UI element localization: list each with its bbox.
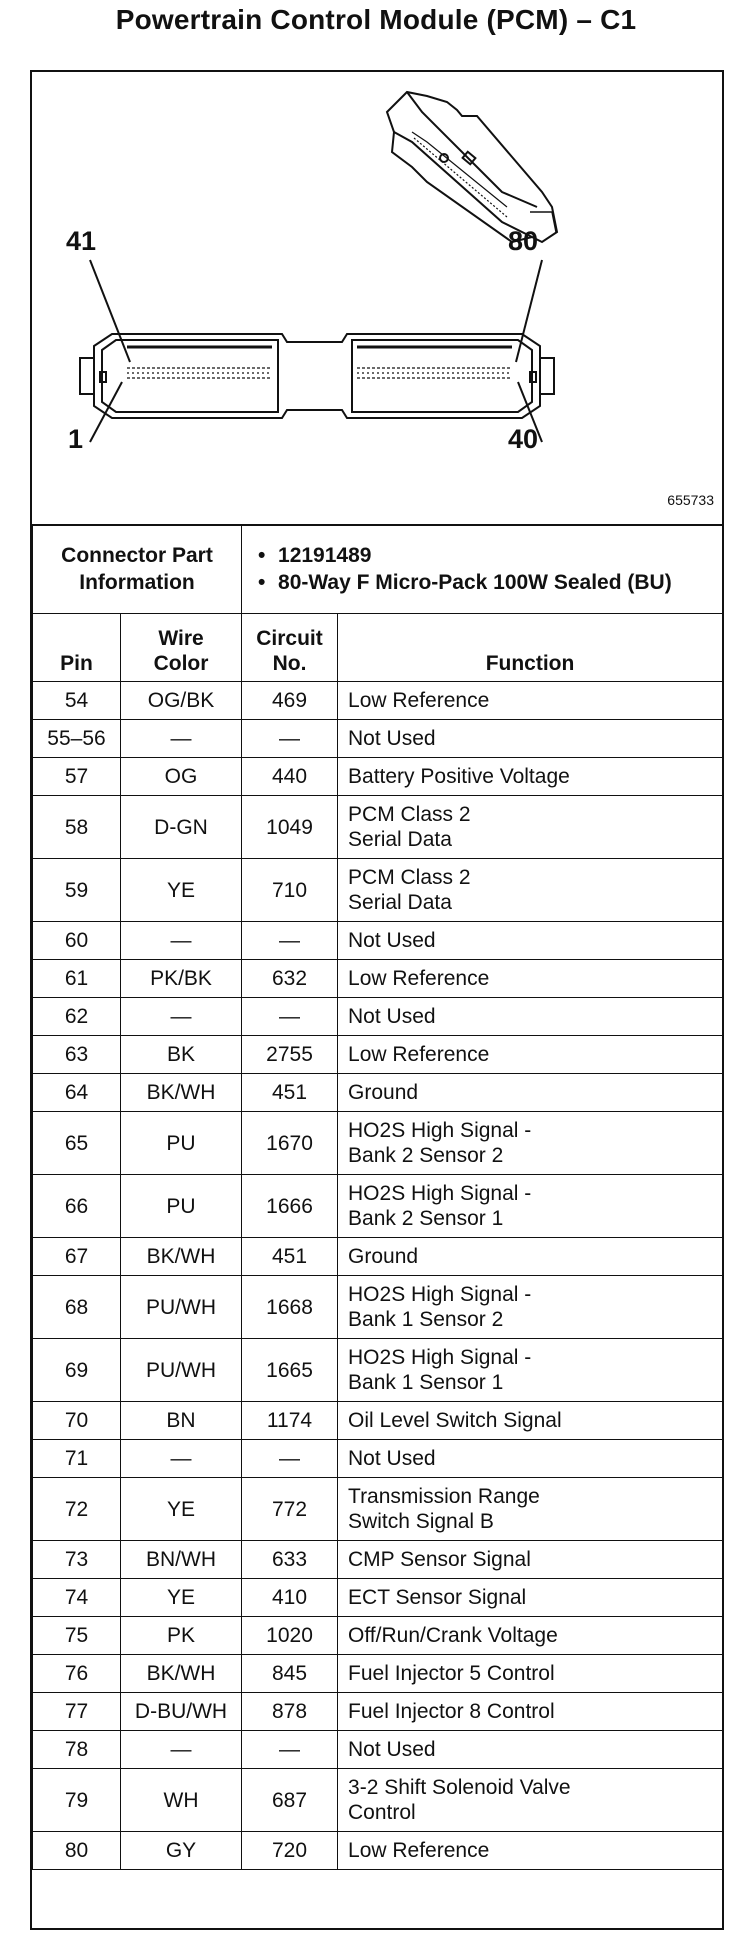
function-text: Oil Level Switch Signal: [348, 1409, 562, 1432]
function-text: Low Reference: [348, 1839, 490, 1862]
table-row: [33, 960, 723, 998]
function-cell: [338, 720, 723, 758]
function-text: Low Reference: [348, 967, 490, 990]
table-body: [33, 682, 723, 1870]
table-header-row: [33, 614, 723, 682]
wire-color-cell: BK/WH: [121, 1074, 242, 1112]
function-text: Not Used: [348, 1738, 436, 1761]
function-cell: [338, 1402, 723, 1440]
table-row: [33, 998, 723, 1036]
connector-diagram: [32, 72, 722, 526]
wire-color-cell: —: [121, 922, 242, 960]
pin-cell: 79: [33, 1769, 121, 1832]
circuit-cell: 469: [242, 682, 338, 720]
pin-cell: 58: [33, 796, 121, 859]
table-row: [33, 1402, 723, 1440]
pin-cell: 68: [33, 1276, 121, 1339]
function-text: ECT Sensor Signal: [348, 1586, 527, 1609]
connector-info-list: [242, 525, 723, 614]
pin-cell: 55–56: [33, 720, 121, 758]
pin-cell: 60: [33, 922, 121, 960]
circuit-cell: 410: [242, 1579, 338, 1617]
wire-color-cell: YE: [121, 859, 242, 922]
wire-color-cell: YE: [121, 1478, 242, 1541]
table-row: [33, 922, 723, 960]
wire-color-cell: BK/WH: [121, 1238, 242, 1276]
function-text: Low Reference: [348, 1043, 490, 1066]
table-row: [33, 1036, 723, 1074]
function-text: HO2S High Signal -: [348, 1182, 532, 1205]
pinout-table: [32, 524, 723, 1870]
circuit-cell: 440: [242, 758, 338, 796]
wire-color-cell: PK: [121, 1617, 242, 1655]
function-text: Low Reference: [348, 689, 490, 712]
wire-color-cell: BN/WH: [121, 1541, 242, 1579]
pin-cell: 72: [33, 1478, 121, 1541]
function-text: PCM Class 2: [348, 803, 471, 826]
wire-color-cell: PU/WH: [121, 1339, 242, 1402]
function-cell: [338, 1541, 723, 1579]
function-text-line2: Bank 2 Sensor 2: [348, 1144, 504, 1167]
wire-color-cell: PU: [121, 1175, 242, 1238]
table-row: [33, 1617, 723, 1655]
function-text-line2: Serial Data: [348, 891, 452, 914]
header-wire-color: Wire Color: [121, 614, 242, 682]
circuit-cell: 451: [242, 1074, 338, 1112]
circuit-cell: 772: [242, 1478, 338, 1541]
wire-color-cell: PU/WH: [121, 1276, 242, 1339]
table-row: [33, 1339, 723, 1402]
pin-cell: 74: [33, 1579, 121, 1617]
connector-face-icon: [80, 260, 554, 442]
circuit-cell: 1665: [242, 1339, 338, 1402]
function-text: CMP Sensor Signal: [348, 1548, 531, 1571]
wire-color-cell: OG: [121, 758, 242, 796]
circuit-cell: 878: [242, 1693, 338, 1731]
wire-color-cell: OG/BK: [121, 682, 242, 720]
table-row: [33, 1579, 723, 1617]
pin-cell: 76: [33, 1655, 121, 1693]
function-text: Fuel Injector 8 Control: [348, 1700, 555, 1723]
table-row: [33, 1238, 723, 1276]
function-cell: [338, 1276, 723, 1339]
pin-cell: 70: [33, 1402, 121, 1440]
function-text: Not Used: [348, 727, 436, 750]
table-row: [33, 796, 723, 859]
circuit-cell: 710: [242, 859, 338, 922]
pin-cell: 73: [33, 1541, 121, 1579]
table-row: [33, 1074, 723, 1112]
wire-color-cell: —: [121, 720, 242, 758]
pin-label-1: 1: [68, 424, 84, 454]
header-circuit-no: Circuit No.: [242, 614, 338, 682]
function-cell: [338, 1478, 723, 1541]
wire-color-cell: —: [121, 998, 242, 1036]
wire-color-cell: BK/WH: [121, 1655, 242, 1693]
function-text-line2: Bank 2 Sensor 1: [348, 1207, 504, 1230]
circuit-cell: 1174: [242, 1402, 338, 1440]
pin-cell: 77: [33, 1693, 121, 1731]
function-text: PCM Class 2: [348, 866, 471, 889]
table-row: [33, 1541, 723, 1579]
pin-cell: 63: [33, 1036, 121, 1074]
connector-info-item: • 80-Way F Micro-Pack 100W Sealed (BU): [256, 569, 708, 596]
circuit-cell: 1668: [242, 1276, 338, 1339]
table-row: [33, 1478, 723, 1541]
connector-body-icon: [387, 92, 557, 242]
pin-cell: 67: [33, 1238, 121, 1276]
pin-cell: 69: [33, 1339, 121, 1402]
function-cell: [338, 1769, 723, 1832]
function-text: Off/Run/Crank Voltage: [348, 1624, 558, 1647]
function-text: Transmission Range: [348, 1485, 540, 1508]
connector-info-item: • 12191489: [256, 542, 708, 569]
circuit-cell: 633: [242, 1541, 338, 1579]
wire-color-cell: PU: [121, 1112, 242, 1175]
function-text: Fuel Injector 5 Control: [348, 1662, 555, 1685]
function-cell: [338, 922, 723, 960]
wire-color-cell: —: [121, 1731, 242, 1769]
function-cell: [338, 960, 723, 998]
function-cell: [338, 682, 723, 720]
table-row: [33, 682, 723, 720]
function-cell: [338, 1731, 723, 1769]
function-text: Not Used: [348, 1005, 436, 1028]
table-row: [33, 758, 723, 796]
connector-info-row: [33, 525, 723, 614]
wire-color-cell: D-BU/WH: [121, 1693, 242, 1731]
function-text: Ground: [348, 1081, 419, 1104]
circuit-cell: 1670: [242, 1112, 338, 1175]
pin-cell: 80: [33, 1832, 121, 1870]
circuit-cell: —: [242, 1440, 338, 1478]
pin-cell: 59: [33, 859, 121, 922]
pin-cell: 64: [33, 1074, 121, 1112]
circuit-cell: —: [242, 720, 338, 758]
circuit-cell: 1049: [242, 796, 338, 859]
table-row: [33, 1440, 723, 1478]
function-text-line2: Bank 1 Sensor 2: [348, 1308, 504, 1331]
function-cell: [338, 1074, 723, 1112]
table-row: [33, 1655, 723, 1693]
function-cell: [338, 1238, 723, 1276]
circuit-cell: 1666: [242, 1175, 338, 1238]
wire-color-cell: WH: [121, 1769, 242, 1832]
table-row: [33, 1832, 723, 1870]
function-text: 3-2 Shift Solenoid Valve: [348, 1776, 571, 1799]
function-cell: [338, 1339, 723, 1402]
table-row: [33, 1276, 723, 1339]
circuit-cell: 632: [242, 960, 338, 998]
pin-cell: 78: [33, 1731, 121, 1769]
function-cell: [338, 796, 723, 859]
circuit-cell: 720: [242, 1832, 338, 1870]
function-text: Battery Positive Voltage: [348, 765, 570, 788]
table-row: [33, 1731, 723, 1769]
function-cell: [338, 1175, 723, 1238]
connector-sheet: [30, 70, 724, 1930]
table-row: [33, 1693, 723, 1731]
circuit-cell: 1020: [242, 1617, 338, 1655]
circuit-cell: —: [242, 1731, 338, 1769]
pin-cell: 54: [33, 682, 121, 720]
wire-color-cell: BK: [121, 1036, 242, 1074]
function-cell: [338, 1832, 723, 1870]
function-cell: [338, 758, 723, 796]
pin-cell: 71: [33, 1440, 121, 1478]
function-text: HO2S High Signal -: [348, 1346, 532, 1369]
wire-color-cell: GY: [121, 1832, 242, 1870]
function-cell: [338, 1036, 723, 1074]
function-cell: [338, 1112, 723, 1175]
pin-cell: 66: [33, 1175, 121, 1238]
circuit-cell: —: [242, 922, 338, 960]
function-cell: [338, 1440, 723, 1478]
function-text: HO2S High Signal -: [348, 1119, 532, 1142]
function-text: HO2S High Signal -: [348, 1283, 532, 1306]
circuit-cell: 687: [242, 1769, 338, 1832]
wire-color-cell: —: [121, 1440, 242, 1478]
table-row: [33, 1175, 723, 1238]
pin-cell: 61: [33, 960, 121, 998]
circuit-cell: 845: [242, 1655, 338, 1693]
pin-cell: 57: [33, 758, 121, 796]
page-title: Powertrain Control Module (PCM) – C1: [115, 4, 637, 35]
pin-cell: 62: [33, 998, 121, 1036]
function-text: Not Used: [348, 1447, 436, 1470]
table-row: [33, 720, 723, 758]
function-text: Ground: [348, 1245, 419, 1268]
pin-cell: 75: [33, 1617, 121, 1655]
table-row: [33, 1112, 723, 1175]
circuit-cell: 451: [242, 1238, 338, 1276]
wire-color-cell: PK/BK: [121, 960, 242, 998]
function-text-line2: Control: [348, 1801, 416, 1824]
connector-info-label: Connector Part Information: [33, 525, 242, 614]
wire-color-cell: D-GN: [121, 796, 242, 859]
function-cell: [338, 1579, 723, 1617]
function-text-line2: Switch Signal B: [348, 1510, 494, 1533]
function-text: Not Used: [348, 929, 436, 952]
table-row: [33, 859, 723, 922]
pin-label-41: 41: [66, 226, 97, 256]
table-row: [33, 1769, 723, 1832]
header-function: Function: [338, 614, 723, 682]
function-cell: [338, 1617, 723, 1655]
function-text-line2: Bank 1 Sensor 1: [348, 1371, 504, 1394]
header-pin: Pin: [33, 614, 121, 682]
function-cell: [338, 1693, 723, 1731]
connector-illustration: [32, 72, 722, 524]
circuit-cell: 2755: [242, 1036, 338, 1074]
pin-cell: 65: [33, 1112, 121, 1175]
figure-id: 655733: [667, 492, 714, 508]
pin-label-40: 40: [508, 424, 539, 454]
wire-color-cell: YE: [121, 1579, 242, 1617]
circuit-cell: —: [242, 998, 338, 1036]
wire-color-cell: BN: [121, 1402, 242, 1440]
function-cell: [338, 998, 723, 1036]
function-cell: [338, 1655, 723, 1693]
function-text-line2: Serial Data: [348, 828, 452, 851]
function-cell: [338, 859, 723, 922]
pin-label-80: 80: [508, 226, 539, 256]
